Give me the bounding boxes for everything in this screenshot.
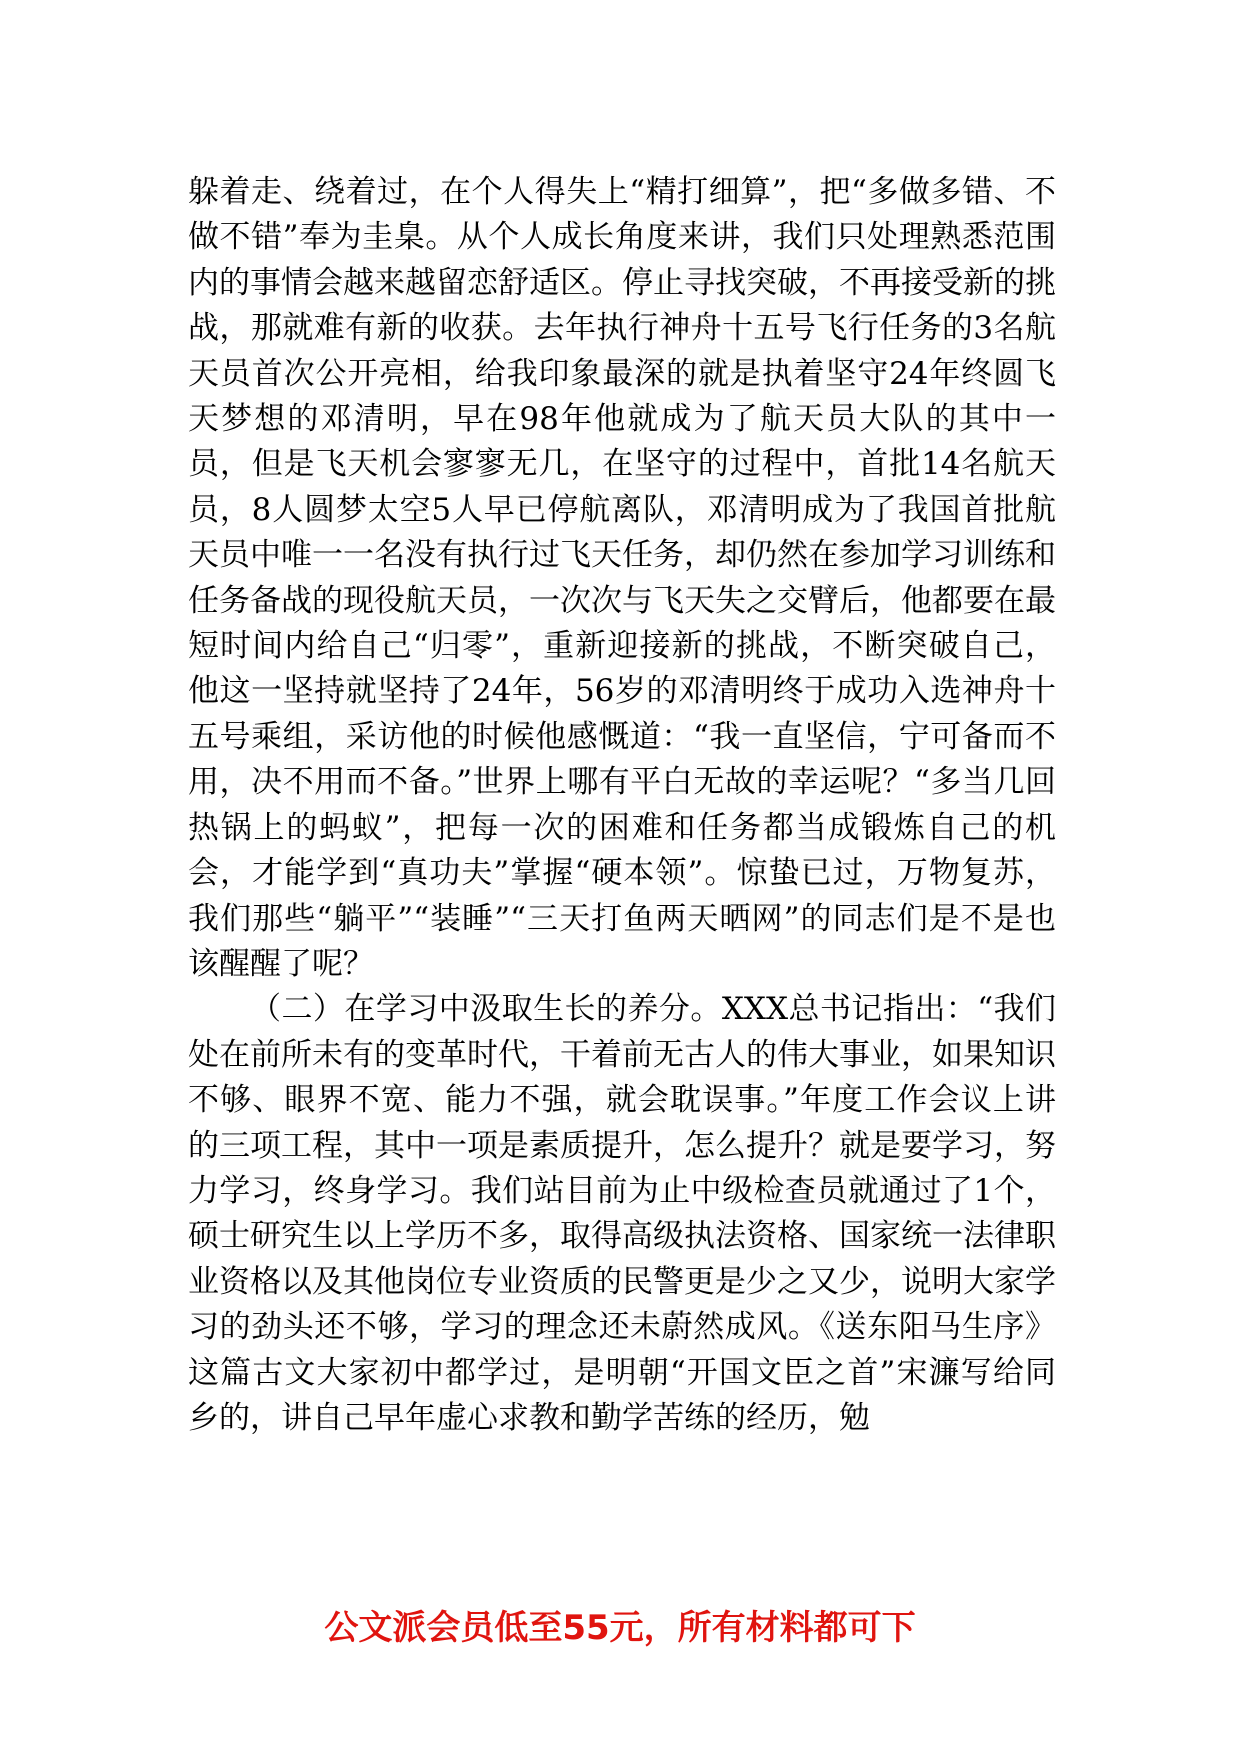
paragraph-section-two: （二）在学习中汲取生长的养分。XXX总书记指出：“我们处在前所未有的变革时代，干着前无古人的伟大事业，如果知识不够、眼界不宽、能力不强，就会耽误事。”年度工作会议上讲的三项工程，其中一项是素质提升，怎么提升？就是要学习，努力学习，终身学习。我们站目前为止中级检查员就通过了1个，硕士研究生以上学历不多，取得高级执法资格、国家统一法律职业资格以及其他岗位专业资质的民警更是少之又少，说明大家学习的劲头还不够，学习的理念还未蔚然成风。《送东阳马生序》这篇古文大家初中都学过，是明朝“开国文臣之首”宋濂写给同乡的，讲自己早年虚心求教和勤学苦练的经历，勉 [188,991,1056,1436]
paragraph-continued: 躲着走、绕着过，在个人得失上“精打细算”，把“多做多错、不做不错”奉为圭臬。从个人成长角度来讲，我们只处理熟悉范围内的事情会越来越留恋舒适区。停止寻找突破，不再接受新的挑战，那就难有新的收获。去年执行神舟十五号飞行任务的3名航天员首次公开亮相，给我印象最深的就是执着坚守24年终圆飞天梦想的邓清明，早在98年他就成为了航天员大队的其中一员，但是飞天机会寥寥无几，在坚守的过程中，首批14名航天员，8人圆梦太空5人早已停航离队，邓清明成为了我国首批航天员中唯一一名没有执行过飞天任务，却仍然在参加学习训练和任务备战的现役航天员，一次次与飞天失之交臂后，他都要在最短时间内给自己“归零”，重新迎接新的挑战，不断突破自己，他这一坚持就坚持了24年，56岁的邓清明终于成功入选神舟十五号乘组，采访他的时候他感慨道：“我一直坚信，宁可备而不用，决不用而不备。”世界上哪有平白无故的幸运呢？“多当几回热锅上的蚂蚁”，把每一次的困难和任务都当成锻炼自己的机会，才能学到“真功夫”掌握“硬本领”。惊蛰已过，万物复苏，我们那些“躺平”“装睡”“三天打鱼两天晒网”的同志们是不是也该醒醒了呢？ [188,174,1056,982]
document-body [188,170,1056,1441]
membership-promo-banner: 公文派会员低至55元，所有材料都可下 [324,1608,916,1648]
